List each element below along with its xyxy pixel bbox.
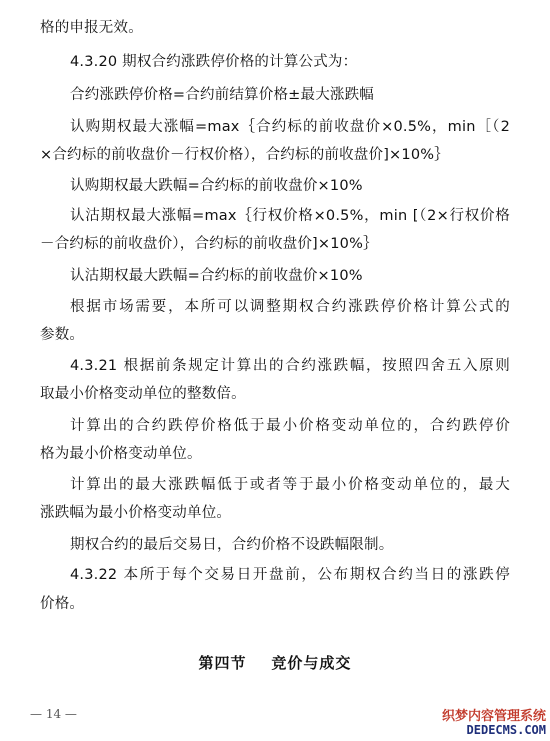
section-heading: 第四节 竞价与成交 bbox=[198, 654, 352, 672]
text-line: 认购期权最大涨幅=max｛合约标的前收盘价×0.5%，min［（2 bbox=[70, 119, 510, 135]
clause-4-3-20: 4.3.20 期权合约涨跌停价格的计算公式为： bbox=[70, 54, 358, 70]
text-line: 根据市场需要，本所可以调整期权合约涨跌停价格计算公式的 bbox=[70, 299, 510, 315]
text-line: 认购期权最大跌幅=合约标的前收盘价×10% bbox=[70, 178, 363, 194]
watermark-domain: DEDECMS.COM bbox=[466, 722, 546, 737]
text-line: 格的申报无效。 bbox=[40, 20, 143, 36]
clause-4-3-21: 4.3.21 根据前条规定计算出的合约涨跌幅，按照四舍五入原则 bbox=[70, 358, 510, 374]
text-line: 计算出的合约跌停价格低于最小价格变动单位的，合约跌停价 bbox=[70, 418, 510, 434]
text-line: ×合约标的前收盘价－行权价格），合约标的前收盘价]×10%｝ bbox=[40, 147, 449, 163]
text-line: 认沽期权最大涨幅=max｛行权价格×0.5%，min [（2×行权价格 bbox=[70, 208, 510, 224]
text-line: 涨跌幅为最小价格变动单位。 bbox=[40, 505, 232, 521]
text-line: －合约标的前收盘价），合约标的前收盘价]×10%｝ bbox=[40, 236, 378, 252]
text-line: 格为最小价格变动单位。 bbox=[40, 446, 202, 462]
text-line: 期权合约的最后交易日，合约价格不设跌幅限制。 bbox=[70, 537, 394, 553]
text-line: 合约涨跌停价格=合约前结算价格±最大涨跌幅 bbox=[70, 87, 374, 103]
text-line: 计算出的最大涨跌幅低于或者等于最小价格变动单位的，最大 bbox=[70, 477, 510, 493]
page-number: — 14 — bbox=[30, 707, 77, 721]
text-line: 价格。 bbox=[40, 596, 85, 612]
text-line: 参数。 bbox=[40, 327, 85, 343]
text-line: 认沽期权最大跌幅=合约标的前收盘价×10% bbox=[70, 268, 363, 284]
watermark-title: 织梦内容管理系统 bbox=[441, 708, 546, 724]
site-watermark bbox=[442, 710, 546, 737]
clause-4-3-22: 4.3.22 本所于每个交易日开盘前，公布期权合约当日的涨跌停 bbox=[70, 567, 510, 583]
text-line: 取最小价格变动单位的整数倍。 bbox=[40, 386, 246, 402]
